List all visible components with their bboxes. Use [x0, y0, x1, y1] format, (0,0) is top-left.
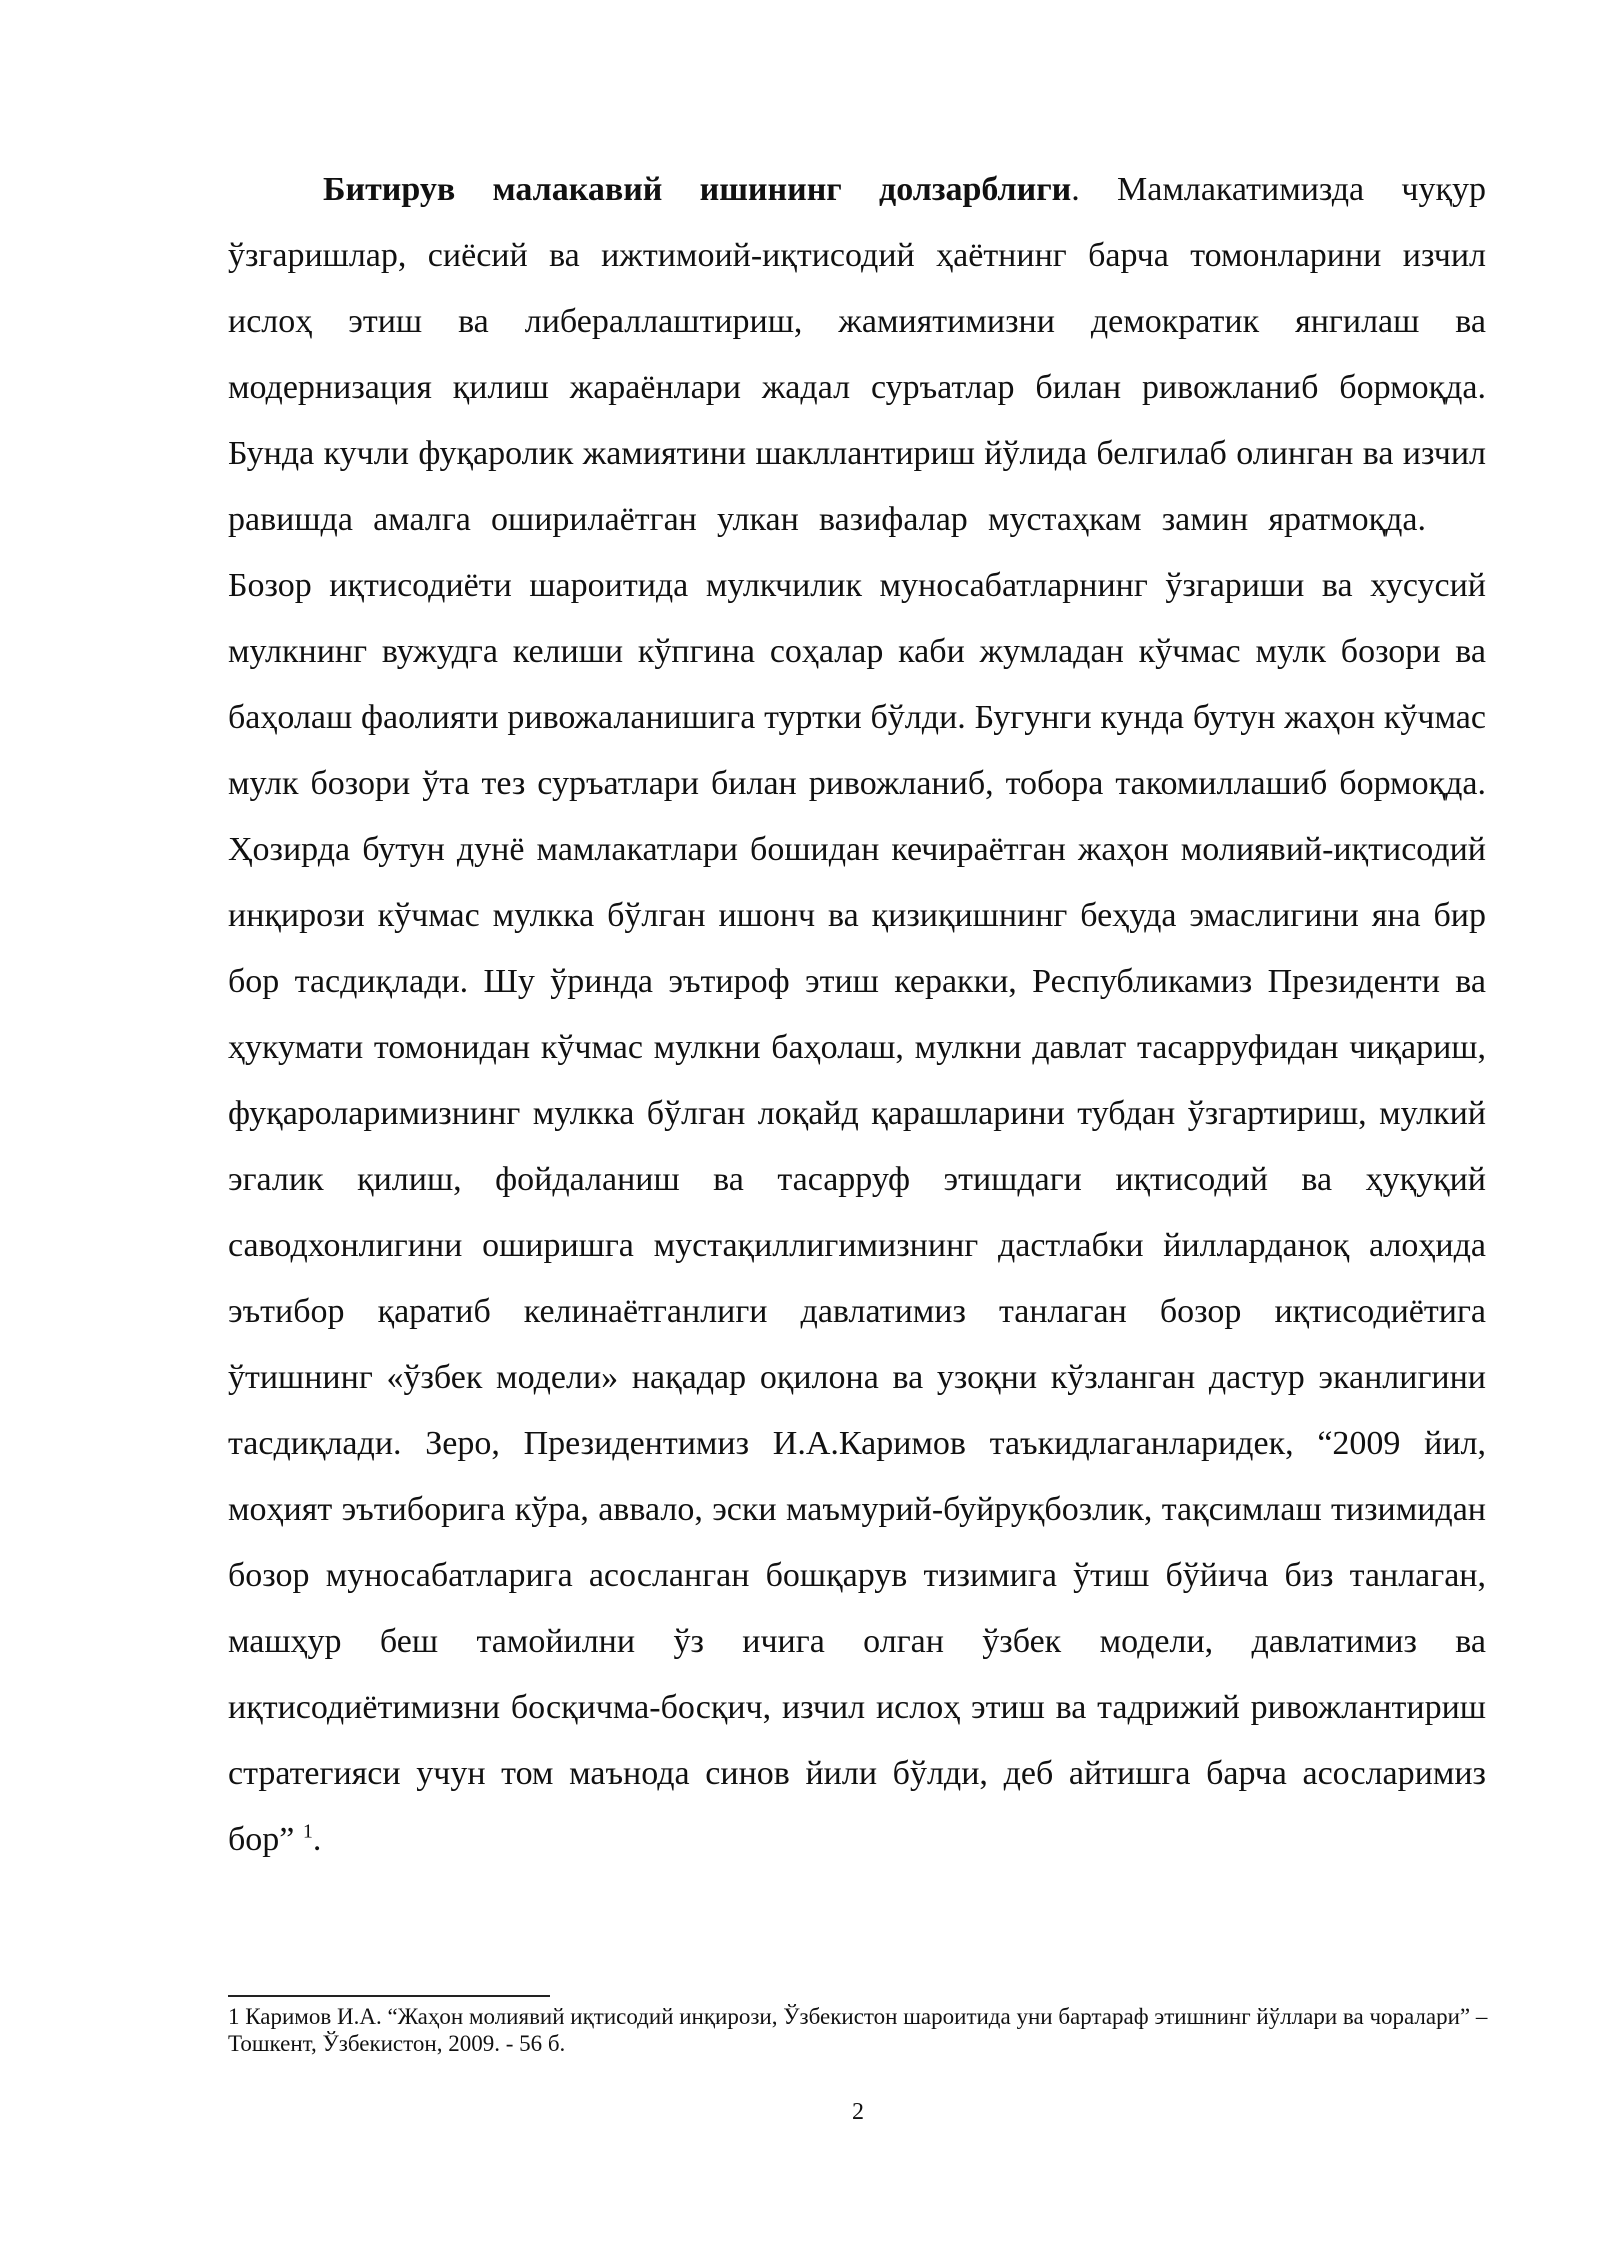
- footnote: 1 Каримов И.А. “Жаҳон молиявий иқтисодий инқирози, Ўзбекистон шароитида уни бартараф этишнинг йўллари ва чоралари” – Тошкент, Ўзбекистон, 2009. - 56 б.: [228, 2004, 1488, 2056]
- paragraph-end: .: [312, 1821, 322, 1858]
- section-heading: Битирув малакавий ишининг долзарблиги: [323, 171, 1072, 208]
- footnote-divider: [228, 1995, 550, 1997]
- page-number: 2: [852, 2099, 864, 2125]
- body-paragraph: [228, 157, 1486, 1873]
- paragraph-main: Бозор иқтисодиёти шароитида мулкчилик муносабатларнинг ўзгариши ва хусусий мулкнинг вужудга келиши кўпгина соҳалар каби жумладан кўчмас мулк бозори ва баҳолаш фаолияти ривожаланишига туртки бўлди. Бугунги кунда бутун жаҳон кўчмас мулк бозори ўта тез суръатлари билан ривожланиб, тобора такомиллашиб бормоқда. Ҳозирда бутун дунё мамлакатлари бошидан кечираётган жаҳон молиявий-иқтисодий инқирози кўчмас мулкка бўлган ишонч ва қизиқишнинг беҳуда эмаслигини яна бир бор тасдиқлади. Шу ўринда эътироф этиш керакки, Республикамиз Президенти ва ҳукумати томонидан кўчмас мулкни баҳолаш, мулкни давлат тасарруфидан чиқариш, фуқароларимизнинг мулкка бўлган лоқайд қарашларини тубдан ўзгартириш, мулкий эгалик қилиш, фойдаланиш ва тасарруф этишдаги иқтисодий ва ҳуқуқий саводхонлигини оширишга мустақиллигимизнинг дастлабки йилларданоқ алоҳида эътибор қаратиб келинаётганлиги давлатимиз танлаган бозор иқтисодиётига ўтишнинг «ўзбек модели» нақадар оқилона ва узоқни кўзланган дастур эканлигини тасдиқлади. Зеро, Президентимиз И.А.Каримов таъкидлаганларидек, “2009 йил, моҳият эътиборига кўра, аввало, эски маъмурий-буйруқбозлик, тақсимлаш тизимидан бозор муносабатларига асосланган бошқарув тизимига ўтиш бўйича биз танлаган, машҳур беш тамойилни ўз ичига олган ўзбек модели, давлатимиз ва иқтисодиётимизни босқичма-босқич, изчил ислоҳ этиш ва тадрижий ривожлантириш стратегияси учун том маънода синов йили бўлди, деб айтишга барча асосларимиз бор”: [228, 567, 1486, 1858]
- footnote-reference[interactable]: 1: [302, 1820, 313, 1843]
- paragraph-intro: . Мамлакатимизда чуқур ўзгаришлар, сиёсий ва ижтимоий-иқтисодий ҳаётнинг барча томонларини изчил ислоҳ этиш ва либераллаштириш, жамиятимизни демократик янгилаш ва модернизация қилиш жараёнлари жадал суръатлар билан ривожланиб бормоқда. Бунда кучли фуқаролик жамиятини шакллантириш йўлида белгилаб олинган ва изчил равишда амалга оширилаётган улкан вазифалар мустаҳкам замин яратмоқда.: [228, 171, 1487, 538]
